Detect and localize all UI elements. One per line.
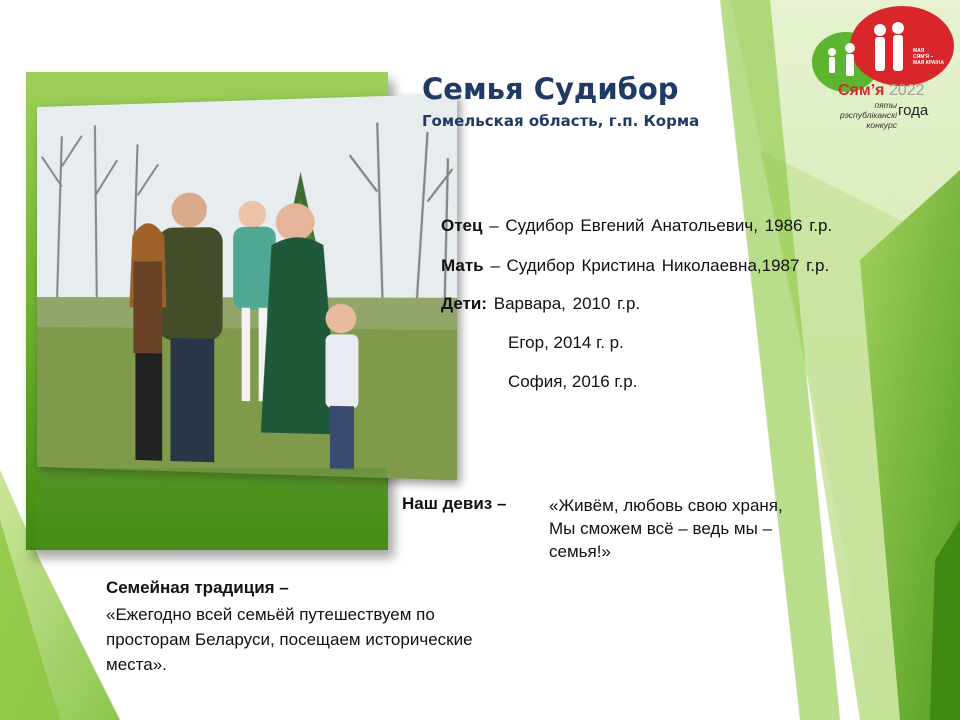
tradition-line: места». [106,655,167,674]
tradition-line: просторам Беларуси, посещаем исторические [106,630,473,649]
child-2: Егор, 2014 г. р. [508,333,624,352]
father-label: Отец [441,216,483,235]
motto-line: Мы сможем всё – ведь мы – [549,519,772,538]
children-label: Дети: [441,294,487,313]
child-3: София, 2016 г.р. [508,372,638,391]
motto-line: «Живём, любовь свою храня, [549,496,783,515]
tradition-label: Семейная традиция – [106,578,289,597]
mother-line [441,256,829,276]
father-line [441,216,832,236]
logo-side-text: МАЯ СЯМ'Я – МАЯ КРАІНА [913,48,944,66]
tradition-line: «Ежегодно всей семьёй путешествуем по [106,605,435,624]
child-1: Варвара, 2010 г.р. [493,294,641,313]
page-title: Семья Судибор [422,72,679,106]
logo-goda: года [898,102,929,119]
father-text: – Судибор Евгений Анатольевич, 1986 г.р. [482,216,833,235]
mother-text: – Судибор Кристина Николаевна,1987 г.р. [483,256,830,275]
photo-reflection [37,468,387,550]
tradition-text [106,602,576,677]
motto-line: семья!» [549,542,611,561]
logo-caption: пяты рэспубліканскі конкурс [839,100,897,130]
motto-text [549,494,849,563]
page-subtitle: Гомельская область, г.п. Корма [422,112,700,130]
mother-label: Мать [441,256,484,275]
motto-label: Наш девиз – [402,494,507,513]
logo-year: Сям’я 2022 [838,82,925,99]
children-line [441,294,640,314]
family-photo [37,94,457,481]
